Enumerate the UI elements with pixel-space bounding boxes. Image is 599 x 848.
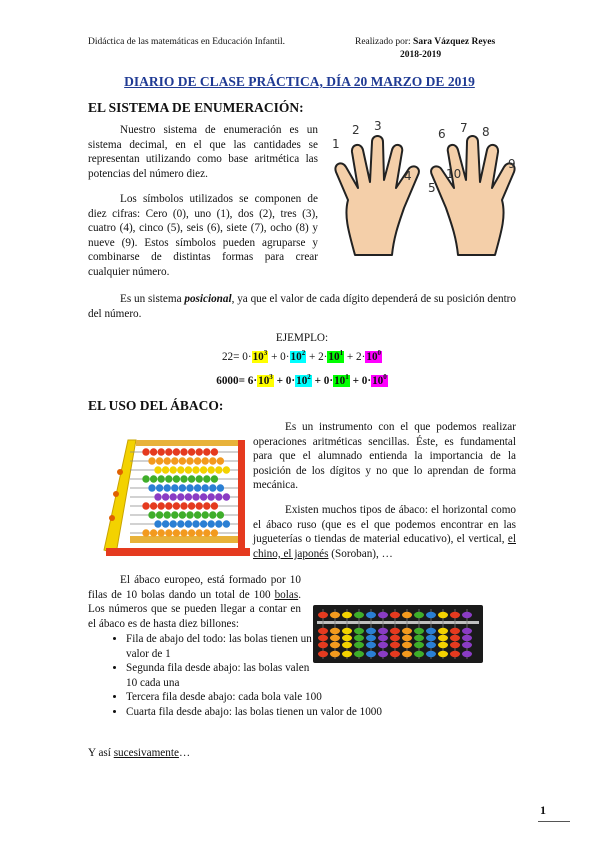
section2-paragraph-3 [88,573,301,631]
soroban-bead [342,642,352,648]
soroban-bead [318,612,328,618]
abacus-bead [196,502,203,509]
soroban-bead [378,651,388,657]
soroban-bead [426,628,436,634]
abacus-bead [215,520,222,527]
soroban-bead [354,612,364,618]
abacus-bead [142,448,149,455]
abacus-bead [194,484,201,491]
abacus-bead [186,484,193,491]
abacus-types-link[interactable]: el chino, el japonés [253,533,516,560]
abacus-bead [192,466,199,473]
abacus-bead [142,475,149,482]
abacus-bead [185,493,192,500]
abacus-bead [215,493,222,500]
abacus-bead [165,502,172,509]
eq1-term-4: $10^0$ [366,349,382,363]
abacus-bead [209,457,216,464]
hand-number-8: 8 [482,125,490,139]
abacus-bead [194,457,201,464]
abacus-bead [154,466,161,473]
abacus-bead [148,457,155,464]
section1-paragraph-2: Los símbolos utilizados se componen de diez cifras: Cero (0), uno (1), dos (2), tres (3), cuatro (4), cinco (5), seis (6), siete (7), ocho (8) y nueve (9). Estos símbolos pueden agruparse y combinarse de distintas formas para crear cualquier número. [88,193,318,278]
abacus-bead [150,529,157,536]
soroban-bead [378,635,388,641]
soroban-bead [402,642,412,648]
abacus-bead [148,511,155,518]
counting-hands-image [330,120,520,260]
hand-number-10: 10 [446,167,462,181]
soroban-bead [450,635,460,641]
abacus-bead [196,475,203,482]
soroban-bead [462,628,472,634]
abacus-bead [223,493,230,500]
abacus-bead [215,466,222,473]
abacus-bead [211,448,218,455]
abacus-bead [211,502,218,509]
abacus-bead [202,484,209,491]
soroban-bead [342,628,352,634]
abacus-bead [203,475,210,482]
abacus-bead [208,493,215,500]
soroban-bead [390,628,400,634]
eq1-term-3: $10^1$ [328,349,344,363]
soroban-bead [354,651,364,657]
soroban-bead [342,612,352,618]
abacus-bead [156,457,163,464]
hand-number-4: 4 [404,169,412,183]
hand-number-3: 3 [374,120,382,133]
soroban-bead [426,635,436,641]
abacus-bead [203,529,210,536]
page-title: DIARIO DE CLASE PRÁCTICA, DÍA 20 MARZO DE 2019 [124,74,475,89]
soroban-bead [414,651,424,657]
abacus-bead [223,520,230,527]
hand-number-1: 1 [332,137,340,151]
soroban-bead [366,635,376,641]
abacus-bead [150,448,157,455]
abacus-bead [158,502,165,509]
example-label: EJEMPLO: [275,332,329,344]
soroban-bead [366,628,376,634]
abacus-bead [165,448,172,455]
soroban-bead [462,642,472,648]
abacus-bead [164,457,171,464]
eq1-op-2: + 2· [306,351,328,363]
abacus-bead [171,457,178,464]
list-item: • Cuarta fila desde abajo: las bolas tienen un valor de 1000 [126,705,446,720]
abacus-bead [202,511,209,518]
soroban-bead [378,612,388,618]
abacus-bead [192,493,199,500]
soroban-bead [330,635,340,641]
abacus-bead [186,511,193,518]
soroban-bead [450,642,460,648]
section1-heading: EL SISTEMA DE ENUMERACIÓN: [88,100,304,115]
abacus-bead [208,520,215,527]
header-left: Didáctica de las matemáticas en Educación Infantil. [88,37,286,47]
soroban-bead [390,651,400,657]
soroban-bead [462,612,472,618]
abacus-bead [158,475,165,482]
closing-end: … [178,747,191,759]
abacus-bead [156,484,163,491]
list-item: • Tercera fila desde abajo: cada bola vale 100 [126,690,446,705]
abacus-bead [173,448,180,455]
header-year: 2018-2019 [400,50,442,60]
p3b-text-end: . Los números que se pueden llegar a contar en el ábaco es de hasta diez billones: [88,588,301,630]
soroban-bead [330,642,340,648]
section1-paragraph-1: Nuestro sistema de enumeración es un sistema decimal, en el que las cantidades se representan utilizando como base aritmética las potencias del número diez. [88,124,318,180]
soroban-bead [366,612,376,618]
abacus-bead [180,448,187,455]
abacus-bead [192,520,199,527]
section1-paragraph-3 [88,292,516,321]
soroban-bead [426,612,436,618]
eq2-term-2: $10^2$ [296,373,311,387]
bolas-underlined: bolas [274,588,299,601]
p3-text-start: Es un sistema [120,293,185,305]
soroban-bead [438,635,448,641]
abacus-bead [177,466,184,473]
posicional-emphasis: posicional [184,293,232,305]
soroban-bead [366,642,376,648]
soroban-bead [342,635,352,641]
soroban-bead [450,612,460,618]
abacus-bead [185,520,192,527]
soroban-bead [330,612,340,618]
values-list [88,632,382,720]
p2-text-start: Existen muchos tipos de ábaco: el horizontal como el ábaco ruso (que es el que podemos encontrar en las jugueterías o tiendas de material educativo), el vertical, [253,504,516,546]
eq2-op-3: + 0· [349,375,372,387]
soroban-bead [414,612,424,618]
header-author: Sara Vázquez Reyes [413,37,496,47]
soroban-bead [462,635,472,641]
abacus-bead [180,475,187,482]
abacus-bead [188,529,195,536]
hand-number-6: 6 [438,127,446,141]
abacus-bead [162,520,169,527]
abacus-bead [164,484,171,491]
list-item: • Segunda fila desde abajo: las bolas valen 10 cada una [126,661,322,690]
abacus-bead [156,511,163,518]
abacus-bead [162,493,169,500]
abacus-bead [185,466,192,473]
abacus-bead [173,529,180,536]
soroban-bead [354,635,364,641]
p3-text-end: , ya que el valor de cada dígito dependerá de su posición dentro del número. [88,293,516,320]
abacus-bead [200,520,207,527]
closing-start: Y así [88,747,114,759]
abacus-bead [165,475,172,482]
abacus-bead [154,493,161,500]
equation-2 [88,374,516,389]
abacus-bead [186,457,193,464]
abacus-bead [203,448,210,455]
soroban-bead [390,635,400,641]
abacus-bead [211,529,218,536]
abacus-bead [170,493,177,500]
eq2-term-3: $10^1$ [334,373,349,387]
soroban-bead [390,642,400,648]
soroban-bead [342,651,352,657]
abacus-bead [200,466,207,473]
abacus-bead [150,475,157,482]
abacus-bead [217,457,224,464]
abacus-bead [202,457,209,464]
abacus-bead [170,520,177,527]
abacus-bead [179,484,186,491]
soroban-bead [378,628,388,634]
abacus-bead [154,520,161,527]
soroban-bead [426,651,436,657]
eq2-term-4: $10^0$ [372,373,387,387]
abacus-bead [142,502,149,509]
page-number-rule [538,821,570,822]
hand-number-2: 2 [352,123,360,137]
abacus-bead [208,466,215,473]
page-number: 1 [540,803,546,817]
abacus-bead [150,502,157,509]
header-right-prefix: Realizado por: [355,37,411,47]
soroban-bead [402,651,412,657]
abacus-bead [173,502,180,509]
abacus-bead [170,466,177,473]
abacus-bead [177,493,184,500]
abacus-bead [164,511,171,518]
soroban-bead [354,628,364,634]
abacus-bead [211,475,218,482]
abacus-bead [217,484,224,491]
eq2-lhs: 6000= 6· [216,375,258,387]
abacus-bead [177,520,184,527]
eq2-term-1: $10^3$ [258,373,273,387]
abacus-bead [194,511,201,518]
abacus-bead [200,493,207,500]
p2-text-end: (Soroban), … [328,547,393,560]
soroban-bead [330,628,340,634]
p3b-text-start: El ábaco europeo, está formado por 10 filas de 10 bolas dando un total de 100 [88,574,301,601]
soroban-bead [378,642,388,648]
soroban-bead [402,612,412,618]
eq1-term-2: $10^2$ [290,349,306,363]
soroban-bead [402,635,412,641]
abacus-bead [203,502,210,509]
soroban-bead [354,642,364,648]
eq1-op-3: + 2· [344,351,366,363]
soroban-bead [402,628,412,634]
eq1-op-1: + 0· [268,351,290,363]
abacus-bead [209,484,216,491]
soroban-bead [390,612,400,618]
abacus-bead [188,448,195,455]
soroban-bead [414,635,424,641]
toy-abacus-image [100,432,250,562]
hand-number-9: 9 [508,157,516,171]
abacus-bead [217,511,224,518]
abacus-bead [171,484,178,491]
abacus-bead [188,502,195,509]
eq1-lhs: 22= 0· [221,351,252,363]
section2-paragraph-1: Es un instrumento con el que podemos realizar operaciones aritméticas sencillas. Éste, es fundamental para que el alumnado entienda la importancia de la posición de los dígitos y no que lo aprendan de forma mecánica. [253,421,516,492]
hand-number-7: 7 [460,121,468,135]
abacus-bead [142,529,149,536]
closing-underlined: sucesivamente [113,747,179,759]
abacus-bead [179,511,186,518]
abacus-bead [209,511,216,518]
abacus-bead [180,502,187,509]
soroban-bead [450,651,460,657]
eq2-op-1: + 0· [273,375,296,387]
eq1-term-1: $10^3$ [252,349,268,363]
soroban-bead [462,651,472,657]
abacus-bead [165,529,172,536]
abacus-bead [158,448,165,455]
soroban-bead [438,612,448,618]
abacus-bead [179,457,186,464]
header-right [355,37,495,47]
soroban-bead [366,651,376,657]
soroban-bead [414,628,424,634]
soroban-bead [438,628,448,634]
section2-paragraph-2 [253,503,516,561]
abacus-bead [148,484,155,491]
abacus-bead [158,529,165,536]
soroban-bead [414,642,424,648]
abacus-bead [171,511,178,518]
list-item: • Fila de abajo del todo: las bolas tienen un valor de 1 [126,632,322,661]
abacus-bead [223,466,230,473]
hand-number-5: 5 [428,181,436,195]
abacus-bead [173,475,180,482]
soroban-bead [438,651,448,657]
eq2-op-2: + 0· [311,375,334,387]
soroban-bead [330,651,340,657]
soroban-image [313,605,483,663]
abacus-bead [196,448,203,455]
equation-1 [88,350,516,365]
abacus-bead [196,529,203,536]
abacus-bead [188,475,195,482]
abacus-bead [180,529,187,536]
closing-text [88,746,190,761]
soroban-bead [426,642,436,648]
soroban-bead [438,642,448,648]
soroban-bead [450,628,460,634]
section2-heading: EL USO DEL ÁBACO: [88,398,224,413]
abacus-bead [162,466,169,473]
